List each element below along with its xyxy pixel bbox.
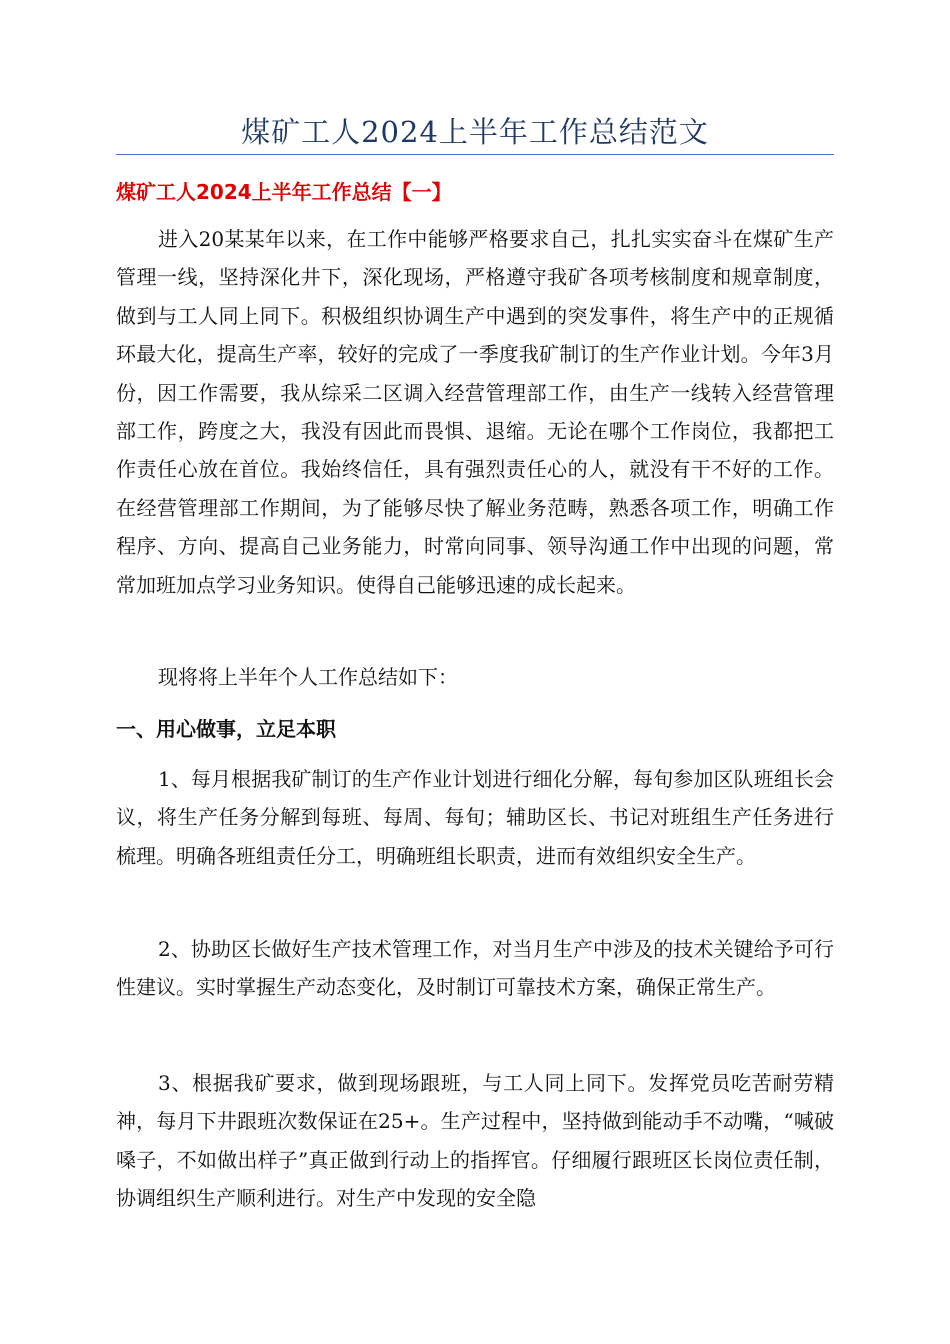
summary-lead-paragraph: 现将将上半年个人工作总结如下： bbox=[158, 665, 458, 689]
intro-paragraph: 进入20某某年以来，在工作中能够严格要求自己，扎扎实实奋斗在煤矿生产管理一线，坚持深化井下，深化现场，严格遵守我矿各项考核制度和规章制度，做到与工人同上同下。积极组织协调生产中遇到的突发事件，将生产中的正规循环最大化，提高生产率，较好的完成了一季度我矿制订的生产作业计划。今年3月份，因工作需要，我从综采二区调入经营管理部工作，由生产一线转入经营管理部工作，跨度之大，我没有因此而畏惧、退缩。无论在哪个工作岗位，我都把工作责任心放在首位。我始终信任，具有强烈责任心的人，就没有干不好的工作。在经营管理部工作期间，为了能够尽快了解业务范畴，熟悉各项工作，明确工作程序、方向、提高自己业务能力，时常向同事、领导沟通工作中出现的问题，常常加班加点学习业务知识。使得自己能够迅速的成长起来。 bbox=[116, 227, 834, 597]
list-item-2: 2、协助区长做好生产技术管理工作，对当月生产中涉及的技术关键给予可行性建议。实时掌握生产动态变化，及时制订可靠技术方案，确保正常生产。 bbox=[116, 937, 834, 1000]
list-item-3: 3、根据我矿要求，做到现场跟班，与工人同上同下。发挥党员吃苦耐劳精神，每月下井跟班次数保证在25+。生产过程中，坚持做到能动手不动嘴，“喊破嗓子，不如做出样子”真正做到行动上的指挥官。仔细履行跟班区长岗位责任制，协调组织生产顺利进行。对生产中发现的安全隐 bbox=[116, 1071, 834, 1211]
title-underline-rule bbox=[116, 154, 834, 155]
list-item-1: 1、每月根据我矿制订的生产作业计划进行细化分解，每旬参加区队班组长会议，将生产任务分解到每班、每周、每旬；辅助区长、书记对班组生产任务进行梳理。明确各班组责任分工，明确班组长职责，进而有效组织安全生产。 bbox=[116, 767, 834, 868]
sub-heading-1: 一、用心做事，立足本职 bbox=[116, 717, 336, 741]
section-heading: 煤矿工人2024上半年工作总结【一】 bbox=[116, 180, 452, 204]
document-title: 煤矿工人2024上半年工作总结范文 bbox=[241, 115, 709, 149]
